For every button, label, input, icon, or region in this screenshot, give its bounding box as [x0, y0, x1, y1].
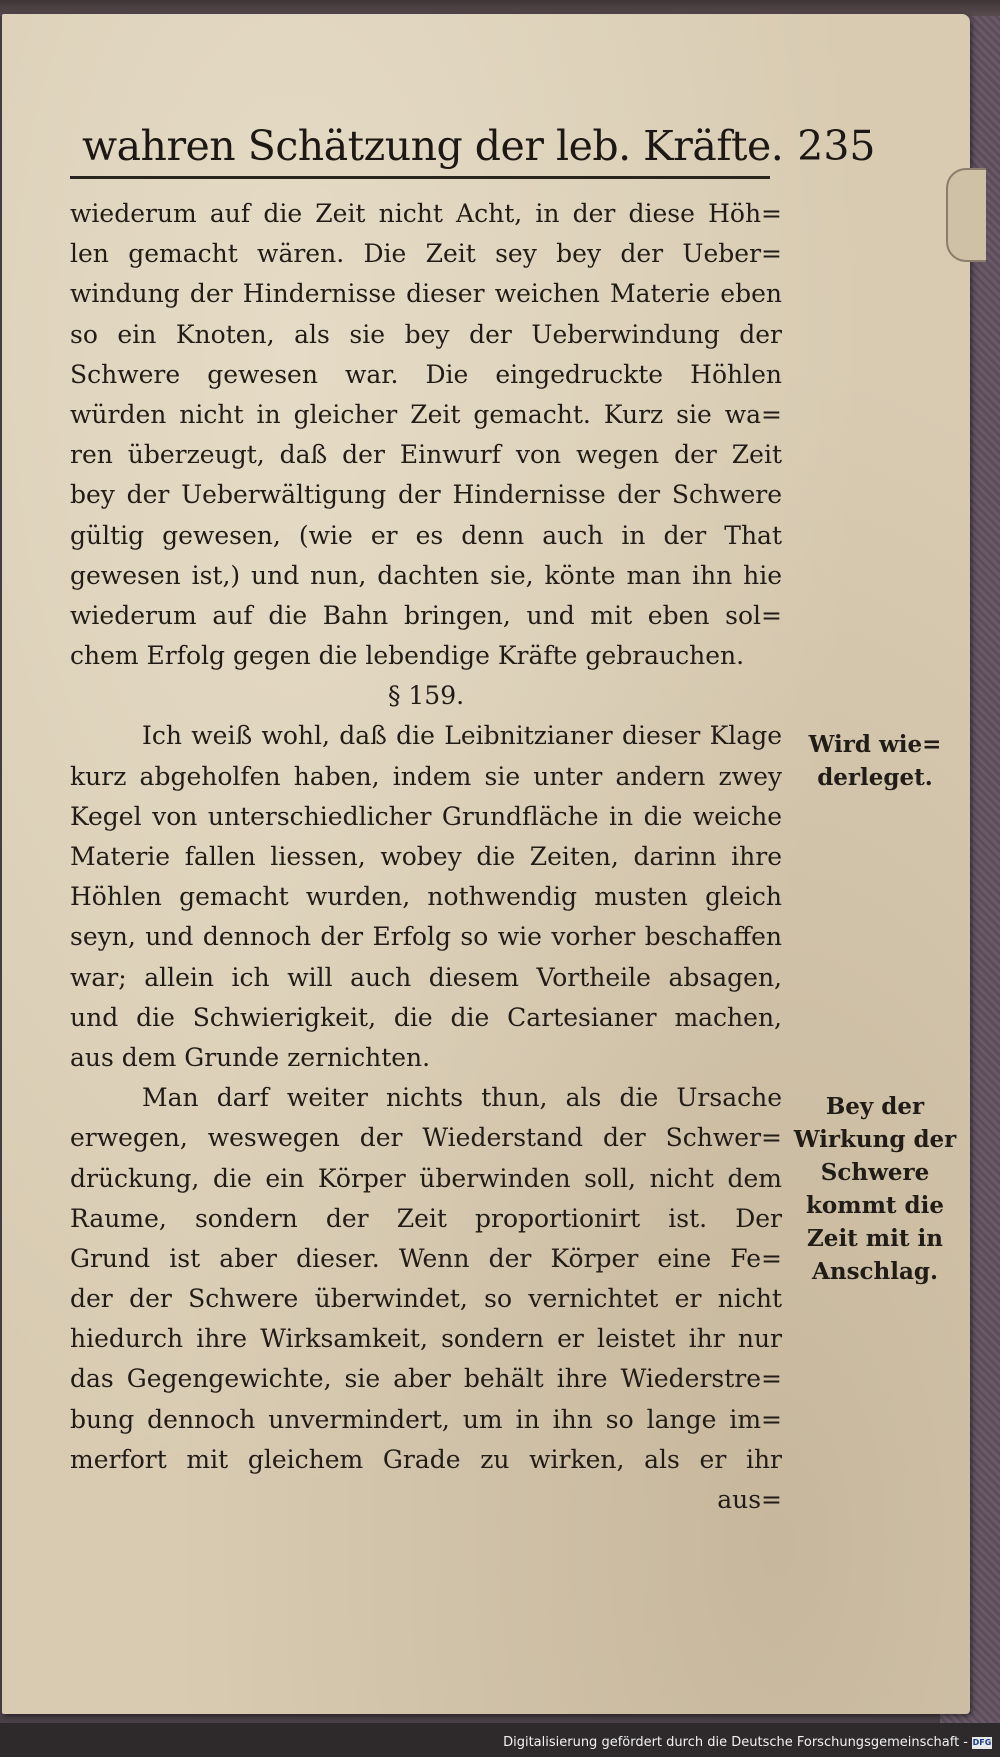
text-line: Raume, sondern der Zeit proportionirt ist. Der	[70, 1203, 782, 1233]
marginal-note-line: Zeit mit in	[807, 1225, 943, 1252]
marginal-note-line: Schwere	[820, 1159, 930, 1186]
section-number: § 159.	[387, 681, 465, 711]
credit-text: Digitalisierung gefördert durch die Deutsche Forschungsgemeinschaft -	[503, 1735, 968, 1750]
digitization-credit	[503, 1735, 992, 1750]
marginal-note-line: Wird wie=	[808, 731, 942, 758]
marginal-note-line: derleget.	[817, 764, 933, 791]
marginal-note-line: Anschlag.	[812, 1258, 938, 1285]
text-line: ren überzeugt, daß der Einwurf von wegen der Zeit	[70, 440, 782, 470]
text-line: der der Schwere überwindet, so vernichtet er nicht	[70, 1284, 782, 1314]
text-line: seyn, und dennoch der Erfolg so wie vorher beschaffen	[70, 922, 782, 952]
text-line: Schwere gewesen war. Die eingedruckte Höhlen	[70, 359, 782, 389]
text-line: so ein Knoten, als sie bey der Ueberwindung der	[70, 319, 782, 349]
catchword: aus=	[717, 1485, 782, 1514]
text-line: Ich weiß wohl, daß die Leibnitzianer dieser Klage	[142, 721, 782, 751]
text-line: Kegel von unterschiedlicher Grundfläche in die weiche	[70, 801, 782, 831]
page-number: 235	[797, 122, 876, 170]
text-line: merfort mit gleichem Grade zu wirken, als er ihr	[70, 1444, 782, 1474]
text-line: drückung, die ein Körper überwinden soll, nicht dem	[70, 1163, 782, 1193]
text-line: bung dennoch unvermindert, um in ihn so lange im=	[70, 1404, 782, 1434]
text-line: wiederum auf die Zeit nicht Acht, in der diese Höh=	[70, 199, 782, 228]
text-line: Man darf weiter nichts thun, als die Ursache	[142, 1083, 782, 1113]
dfg-logo-icon: DFG	[972, 1737, 992, 1747]
text-line: Materie fallen liessen, wobey die Zeiten, darinn ihre	[70, 842, 782, 871]
text-line: hiedurch ihre Wirksamkeit, sondern er leistet ihr nur	[70, 1324, 782, 1354]
text-line: aus dem Grunde zernichten.	[70, 1042, 431, 1072]
text-line: und die Schwierigkeit, die die Cartesianer machen,	[70, 1002, 782, 1032]
text-line: gültig gewesen, (wie er es denn auch in der That	[70, 520, 782, 550]
marginal-note-line: Wirkung der	[793, 1126, 957, 1153]
marginal-note-2	[790, 1090, 960, 1288]
page-header	[82, 100, 876, 170]
text-line: Höhlen gemacht wurden, nothwendig musten gleich	[70, 882, 782, 912]
text-line: wiederum auf die Bahn bringen, und mit eben sol=	[70, 600, 782, 630]
text-line: würden nicht in gleicher Zeit gemacht. Kurz sie wa=	[70, 399, 782, 429]
marginal-note-line: kommt die	[805, 1192, 945, 1219]
text-line: erwegen, weswegen der Wiederstand der Schwer=	[70, 1123, 782, 1153]
text-line: bey der Ueberwältigung der Hindernisse der Schwere	[70, 480, 782, 510]
header-rule	[70, 176, 770, 179]
text-line: das Gegengewichte, sie aber behält ihre Wiederstre=	[70, 1364, 782, 1394]
text-line: windung der Hindernisse dieser weichen Materie eben	[70, 279, 782, 309]
page-tab-mark	[946, 168, 986, 262]
running-title: wahren Schätzung der leb. Kräfte.	[82, 122, 784, 170]
text-line: war; allein ich will auch diesem Vortheile absagen,	[70, 962, 782, 992]
main-text-block	[70, 194, 782, 1520]
text-line: chem Erfolg gegen die lebendige Kräfte gebrauchen.	[70, 641, 745, 671]
text-line: gewesen ist,) und nun, dachten sie, könte man ihn hie	[70, 560, 782, 590]
text-line: Grund ist aber dieser. Wenn der Körper eine Fe=	[70, 1243, 782, 1273]
marginal-note-line: Bey der	[825, 1093, 925, 1120]
marginal-note-1	[790, 728, 960, 794]
text-line: len gemacht wären. Die Zeit sey bey der Ueber=	[70, 239, 782, 269]
text-line: kurz abgeholfen haben, indem sie unter andern zwey	[70, 761, 782, 791]
